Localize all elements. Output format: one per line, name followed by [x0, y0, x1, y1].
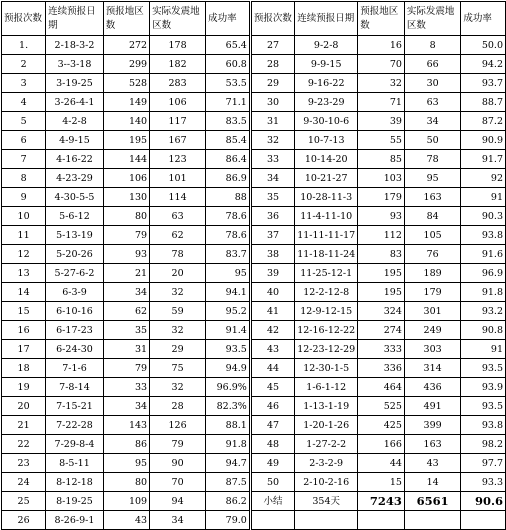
cell-forecast-regions: 195	[103, 131, 149, 150]
cell-forecast-dates: 8-12-18	[46, 473, 104, 492]
forecast-table	[1, 1, 506, 530]
cell-forecast-count: 8	[2, 169, 46, 188]
cell-forecast-count	[250, 511, 294, 530]
header-forecast-regions-right: 预报地区数	[358, 2, 405, 36]
cell-forecast-count: 22	[2, 435, 46, 454]
cell-success-rate: 79.0	[206, 511, 251, 530]
cell-forecast-count: 14	[2, 283, 46, 302]
cell-actual-quake-regions: 59	[150, 302, 206, 321]
cell-success-rate: 71.1	[206, 93, 251, 112]
table-row	[2, 340, 506, 359]
cell-forecast-dates: 6-10-16	[46, 302, 104, 321]
cell-actual-quake-regions: 78	[150, 245, 206, 264]
cell-success-rate: 93.8	[461, 226, 506, 245]
cell-actual-quake-regions: 90	[150, 454, 206, 473]
cell-actual-quake-regions: 123	[150, 150, 206, 169]
cell-success-rate: 91.4	[206, 321, 251, 340]
cell-success-rate: 86.9	[206, 169, 251, 188]
cell-actual-quake-regions: 43	[404, 454, 460, 473]
cell-forecast-regions: 324	[358, 302, 405, 321]
cell-forecast-dates	[295, 511, 358, 530]
table-row	[2, 378, 506, 397]
cell-forecast-count: 21	[2, 416, 46, 435]
cell-forecast-regions: 83	[358, 245, 405, 264]
table-row	[2, 93, 506, 112]
cell-actual-quake-regions: 399	[404, 416, 460, 435]
cell-success-rate: 87.5	[206, 473, 251, 492]
cell-success-rate: 94.9	[206, 359, 251, 378]
cell-forecast-regions: 34	[103, 283, 149, 302]
cell-forecast-count: 小结	[250, 492, 294, 511]
cell-forecast-dates: 10-14-20	[295, 150, 358, 169]
cell-success-rate: 93.5	[206, 340, 251, 359]
cell-success-rate: 96.9	[461, 264, 506, 283]
cell-success-rate: 86.4	[206, 150, 251, 169]
cell-success-rate: 95.2	[206, 302, 251, 321]
cell-forecast-regions	[358, 511, 405, 530]
cell-forecast-dates: 7-8-14	[46, 378, 104, 397]
cell-forecast-regions: 525	[358, 397, 405, 416]
cell-forecast-dates: 2-18-3-2	[46, 36, 104, 55]
cell-forecast-count: 16	[2, 321, 46, 340]
cell-forecast-dates: 3-26-4-1	[46, 93, 104, 112]
cell-actual-quake-regions: 301	[404, 302, 460, 321]
cell-success-rate: 91.6	[461, 245, 506, 264]
cell-forecast-regions: 144	[103, 150, 149, 169]
document-page	[1, 1, 506, 530]
cell-forecast-count: 28	[250, 55, 294, 74]
cell-actual-quake-regions: 66	[404, 55, 460, 74]
cell-actual-quake-regions: 14	[404, 473, 460, 492]
table-row	[2, 169, 506, 188]
cell-forecast-count: 33	[250, 150, 294, 169]
cell-forecast-count: 19	[2, 378, 46, 397]
cell-actual-quake-regions: 63	[404, 93, 460, 112]
cell-forecast-regions: 70	[358, 55, 405, 74]
cell-forecast-dates: 4-9-15	[46, 131, 104, 150]
cell-success-rate: 94.2	[461, 55, 506, 74]
cell-success-rate: 91.7	[461, 150, 506, 169]
cell-forecast-regions: 35	[103, 321, 149, 340]
cell-forecast-count: 40	[250, 283, 294, 302]
cell-forecast-regions: 425	[358, 416, 405, 435]
cell-forecast-regions: 166	[358, 435, 405, 454]
table-row	[2, 207, 506, 226]
cell-forecast-regions: 195	[358, 283, 405, 302]
cell-success-rate: 91.8	[461, 283, 506, 302]
table-row	[2, 435, 506, 454]
cell-actual-quake-regions: 34	[404, 112, 460, 131]
cell-forecast-dates: 10-7-13	[295, 131, 358, 150]
cell-forecast-dates: 9-2-8	[295, 36, 358, 55]
table-row	[2, 283, 506, 302]
cell-forecast-dates: 11-11-11-17	[295, 226, 358, 245]
cell-actual-quake-regions: 32	[150, 378, 206, 397]
cell-forecast-dates: 9-30-10-6	[295, 112, 358, 131]
cell-forecast-count: 6	[2, 131, 46, 150]
cell-success-rate: 78.6	[206, 207, 251, 226]
cell-forecast-count: 11	[2, 226, 46, 245]
header-success-rate-left: 成功率	[206, 2, 251, 36]
cell-forecast-regions: 274	[358, 321, 405, 340]
cell-forecast-count: 50	[250, 473, 294, 492]
table-row	[2, 131, 506, 150]
cell-forecast-regions: 16	[358, 36, 405, 55]
cell-success-rate: 91	[461, 188, 506, 207]
cell-forecast-regions: 109	[103, 492, 149, 511]
cell-success-rate: 83.7	[206, 245, 251, 264]
cell-forecast-regions: 106	[103, 169, 149, 188]
table-row	[2, 302, 506, 321]
cell-forecast-count: 27	[250, 36, 294, 55]
cell-actual-quake-regions: 114	[150, 188, 206, 207]
cell-forecast-count: 42	[250, 321, 294, 340]
cell-success-rate: 93.9	[461, 378, 506, 397]
cell-success-rate: 93.3	[461, 473, 506, 492]
cell-forecast-regions: 79	[103, 226, 149, 245]
cell-actual-quake-regions: 283	[150, 74, 206, 93]
cell-actual-quake-regions: 249	[404, 321, 460, 340]
cell-forecast-regions: 195	[358, 264, 405, 283]
cell-forecast-regions: 62	[103, 302, 149, 321]
cell-forecast-count: 26	[2, 511, 46, 530]
cell-forecast-regions: 43	[103, 511, 149, 530]
cell-forecast-dates: 8-26-9-1	[46, 511, 104, 530]
cell-actual-quake-regions: 95	[404, 169, 460, 188]
cell-forecast-dates: 6-3-9	[46, 283, 104, 302]
cell-forecast-dates: 7-1-6	[46, 359, 104, 378]
cell-actual-quake-regions: 189	[404, 264, 460, 283]
cell-success-rate: 87.2	[461, 112, 506, 131]
cell-forecast-dates: 354天	[295, 492, 358, 511]
table-row	[2, 36, 506, 55]
cell-actual-quake-regions: 79	[150, 435, 206, 454]
header-actual-quake-regions-right: 实际发震地区数	[404, 2, 460, 36]
cell-forecast-regions: 33	[103, 378, 149, 397]
cell-forecast-dates: 2-3-2-9	[295, 454, 358, 473]
cell-forecast-count: 38	[250, 245, 294, 264]
cell-forecast-dates: 6-17-23	[46, 321, 104, 340]
cell-actual-quake-regions: 20	[150, 264, 206, 283]
header-forecast-dates-left: 连续预报日期	[46, 2, 104, 36]
cell-success-rate: 96.9%	[206, 378, 251, 397]
cell-forecast-count: 15	[2, 302, 46, 321]
cell-success-rate: 90.8	[461, 321, 506, 340]
cell-forecast-dates: 10-21-27	[295, 169, 358, 188]
cell-success-rate	[461, 511, 506, 530]
cell-actual-quake-regions: 29	[150, 340, 206, 359]
cell-forecast-regions: 93	[103, 245, 149, 264]
cell-actual-quake-regions: 62	[150, 226, 206, 245]
cell-actual-quake-regions: 106	[150, 93, 206, 112]
header-success-rate-right: 成功率	[461, 2, 506, 36]
cell-forecast-dates: 9-23-29	[295, 93, 358, 112]
cell-forecast-count: 49	[250, 454, 294, 473]
cell-forecast-count: 34	[250, 169, 294, 188]
cell-forecast-count: 5	[2, 112, 46, 131]
cell-forecast-dates: 4-2-8	[46, 112, 104, 131]
cell-success-rate: 82.3%	[206, 397, 251, 416]
cell-forecast-count: 25	[2, 492, 46, 511]
table-row	[2, 150, 506, 169]
cell-success-rate: 97.7	[461, 454, 506, 473]
cell-forecast-count: 47	[250, 416, 294, 435]
cell-actual-quake-regions: 28	[150, 397, 206, 416]
cell-forecast-count: 7	[2, 150, 46, 169]
cell-forecast-regions: 80	[103, 207, 149, 226]
cell-forecast-dates: 10-28-11-3	[295, 188, 358, 207]
cell-success-rate: 85.4	[206, 131, 251, 150]
cell-success-rate: 93.5	[461, 359, 506, 378]
cell-actual-quake-regions: 94	[150, 492, 206, 511]
cell-actual-quake-regions: 126	[150, 416, 206, 435]
cell-forecast-regions: 86	[103, 435, 149, 454]
cell-success-rate: 88	[206, 188, 251, 207]
cell-success-rate: 94.7	[206, 454, 251, 473]
cell-forecast-count: 43	[250, 340, 294, 359]
cell-success-rate: 88.1	[206, 416, 251, 435]
cell-forecast-dates: 9-9-15	[295, 55, 358, 74]
cell-success-rate: 60.8	[206, 55, 251, 74]
cell-forecast-regions: 333	[358, 340, 405, 359]
cell-forecast-dates: 12-16-12-22	[295, 321, 358, 340]
header-actual-quake-regions-left: 实际发震地区数	[150, 2, 206, 36]
cell-forecast-regions: 15	[358, 473, 405, 492]
cell-forecast-regions: 149	[103, 93, 149, 112]
cell-forecast-regions: 528	[103, 74, 149, 93]
cell-forecast-count: 2	[2, 55, 46, 74]
cell-actual-quake-regions: 8	[404, 36, 460, 55]
cell-forecast-count: 18	[2, 359, 46, 378]
cell-success-rate: 83.5	[206, 112, 251, 131]
cell-forecast-count: 23	[2, 454, 46, 473]
cell-actual-quake-regions: 78	[404, 150, 460, 169]
cell-actual-quake-regions: 105	[404, 226, 460, 245]
cell-forecast-dates: 4-23-29	[46, 169, 104, 188]
cell-forecast-count: 13	[2, 264, 46, 283]
cell-forecast-regions: 79	[103, 359, 149, 378]
cell-forecast-dates: 11-18-11-24	[295, 245, 358, 264]
cell-forecast-regions: 140	[103, 112, 149, 131]
cell-forecast-regions: 31	[103, 340, 149, 359]
cell-success-rate: 86.2	[206, 492, 251, 511]
cell-actual-quake-regions: 30	[404, 74, 460, 93]
cell-forecast-regions: 34	[103, 397, 149, 416]
cell-actual-quake-regions: 76	[404, 245, 460, 264]
cell-forecast-dates: 12-23-12-29	[295, 340, 358, 359]
cell-actual-quake-regions: 32	[150, 283, 206, 302]
table-row	[2, 188, 506, 207]
cell-forecast-dates: 1-6-1-12	[295, 378, 358, 397]
cell-forecast-count: 41	[250, 302, 294, 321]
cell-forecast-dates: 12-2-12-8	[295, 283, 358, 302]
table-row	[2, 416, 506, 435]
table-row	[2, 473, 506, 492]
cell-forecast-dates: 3-19-25	[46, 74, 104, 93]
table-header-row	[2, 2, 506, 36]
cell-forecast-dates: 7-22-28	[46, 416, 104, 435]
cell-forecast-count: 10	[2, 207, 46, 226]
cell-forecast-dates: 1-20-1-26	[295, 416, 358, 435]
cell-success-rate: 90.3	[461, 207, 506, 226]
cell-forecast-dates: 5-6-12	[46, 207, 104, 226]
cell-forecast-regions: 95	[103, 454, 149, 473]
cell-success-rate: 90.6	[461, 492, 506, 511]
cell-forecast-count: 48	[250, 435, 294, 454]
cell-success-rate: 50.0	[461, 36, 506, 55]
cell-forecast-regions: 7243	[358, 492, 405, 511]
cell-actual-quake-regions: 75	[150, 359, 206, 378]
cell-success-rate: 91	[461, 340, 506, 359]
cell-forecast-dates: 11-4-11-10	[295, 207, 358, 226]
cell-forecast-count: 37	[250, 226, 294, 245]
cell-forecast-dates: 3--3-18	[46, 55, 104, 74]
cell-forecast-count: 39	[250, 264, 294, 283]
cell-forecast-regions: 179	[358, 188, 405, 207]
cell-forecast-regions: 130	[103, 188, 149, 207]
cell-actual-quake-regions: 167	[150, 131, 206, 150]
cell-actual-quake-regions: 63	[150, 207, 206, 226]
cell-forecast-dates: 9-16-22	[295, 74, 358, 93]
cell-success-rate: 94.1	[206, 283, 251, 302]
cell-forecast-regions: 336	[358, 359, 405, 378]
cell-actual-quake-regions: 436	[404, 378, 460, 397]
cell-actual-quake-regions: 179	[404, 283, 460, 302]
cell-forecast-dates: 5-27-6-2	[46, 264, 104, 283]
cell-forecast-count: 20	[2, 397, 46, 416]
cell-actual-quake-regions: 163	[404, 435, 460, 454]
cell-success-rate: 93.2	[461, 302, 506, 321]
cell-forecast-count: 46	[250, 397, 294, 416]
cell-forecast-dates: 7-15-21	[46, 397, 104, 416]
cell-forecast-regions: 21	[103, 264, 149, 283]
cell-success-rate: 65.4	[206, 36, 251, 55]
cell-actual-quake-regions: 182	[150, 55, 206, 74]
cell-forecast-count: 29	[250, 74, 294, 93]
cell-forecast-count: 35	[250, 188, 294, 207]
cell-forecast-dates: 4-16-22	[46, 150, 104, 169]
header-forecast-count-left: 预报次数	[2, 2, 46, 36]
cell-forecast-count: 30	[250, 93, 294, 112]
cell-forecast-regions: 464	[358, 378, 405, 397]
cell-forecast-regions: 39	[358, 112, 405, 131]
cell-actual-quake-regions: 32	[150, 321, 206, 340]
cell-forecast-dates: 11-25-12-1	[295, 264, 358, 283]
cell-forecast-regions: 272	[103, 36, 149, 55]
cell-forecast-count: 44	[250, 359, 294, 378]
cell-success-rate: 88.7	[461, 93, 506, 112]
table-row	[2, 245, 506, 264]
cell-forecast-count: 4	[2, 93, 46, 112]
cell-actual-quake-regions: 101	[150, 169, 206, 188]
cell-forecast-count: 12	[2, 245, 46, 264]
cell-forecast-dates: 7-29-8-4	[46, 435, 104, 454]
table-row	[2, 454, 506, 473]
cell-success-rate: 53.5	[206, 74, 251, 93]
cell-forecast-dates: 5-20-26	[46, 245, 104, 264]
table-row	[2, 397, 506, 416]
cell-actual-quake-regions: 34	[150, 511, 206, 530]
cell-forecast-dates: 5-13-19	[46, 226, 104, 245]
cell-forecast-dates: 6-24-30	[46, 340, 104, 359]
cell-forecast-regions: 44	[358, 454, 405, 473]
cell-forecast-regions: 80	[103, 473, 149, 492]
cell-forecast-regions: 85	[358, 150, 405, 169]
cell-forecast-dates: 2-10-2-16	[295, 473, 358, 492]
table-row	[2, 226, 506, 245]
cell-actual-quake-regions: 84	[404, 207, 460, 226]
cell-actual-quake-regions: 50	[404, 131, 460, 150]
cell-forecast-count: 32	[250, 131, 294, 150]
header-forecast-regions-left: 预报地区数	[103, 2, 149, 36]
cell-actual-quake-regions: 314	[404, 359, 460, 378]
cell-actual-quake-regions	[404, 511, 460, 530]
cell-forecast-regions: 93	[358, 207, 405, 226]
cell-forecast-count: 1.	[2, 36, 46, 55]
table-row	[2, 492, 506, 511]
cell-actual-quake-regions: 70	[150, 473, 206, 492]
cell-forecast-dates: 8-19-25	[46, 492, 104, 511]
cell-forecast-regions: 71	[358, 93, 405, 112]
cell-success-rate: 93.7	[461, 74, 506, 93]
cell-success-rate: 92	[461, 169, 506, 188]
cell-forecast-dates: 8-5-11	[46, 454, 104, 473]
header-forecast-count-right: 预报次数	[250, 2, 294, 36]
cell-forecast-regions: 299	[103, 55, 149, 74]
cell-actual-quake-regions: 178	[150, 36, 206, 55]
table-row	[2, 321, 506, 340]
cell-actual-quake-regions: 303	[404, 340, 460, 359]
cell-forecast-count: 24	[2, 473, 46, 492]
cell-success-rate: 93.5	[461, 397, 506, 416]
cell-forecast-regions: 103	[358, 169, 405, 188]
cell-forecast-dates: 1-27-2-2	[295, 435, 358, 454]
table-row	[2, 112, 506, 131]
table-row	[2, 511, 506, 530]
cell-forecast-dates: 1-13-1-19	[295, 397, 358, 416]
cell-forecast-regions: 112	[358, 226, 405, 245]
cell-success-rate: 93.8	[461, 416, 506, 435]
cell-success-rate: 91.8	[206, 435, 251, 454]
cell-success-rate: 78.6	[206, 226, 251, 245]
cell-forecast-regions: 55	[358, 131, 405, 150]
table-row	[2, 359, 506, 378]
table-row	[2, 74, 506, 93]
cell-forecast-count: 3	[2, 74, 46, 93]
cell-forecast-count: 31	[250, 112, 294, 131]
cell-actual-quake-regions: 163	[404, 188, 460, 207]
cell-forecast-count: 9	[2, 188, 46, 207]
cell-actual-quake-regions: 6561	[404, 492, 460, 511]
table-row	[2, 264, 506, 283]
header-forecast-dates-right: 连续预报日期	[295, 2, 358, 36]
cell-forecast-count: 45	[250, 378, 294, 397]
cell-success-rate: 90.9	[461, 131, 506, 150]
cell-forecast-dates: 12-9-12-15	[295, 302, 358, 321]
cell-forecast-regions: 32	[358, 74, 405, 93]
cell-forecast-count: 17	[2, 340, 46, 359]
cell-success-rate: 98.2	[461, 435, 506, 454]
cell-actual-quake-regions: 117	[150, 112, 206, 131]
cell-success-rate: 95	[206, 264, 251, 283]
cell-forecast-regions: 143	[103, 416, 149, 435]
cell-forecast-dates: 12-30-1-5	[295, 359, 358, 378]
cell-actual-quake-regions: 491	[404, 397, 460, 416]
cell-forecast-dates: 4-30-5-5	[46, 188, 104, 207]
cell-forecast-count: 36	[250, 207, 294, 226]
table-row	[2, 55, 506, 74]
